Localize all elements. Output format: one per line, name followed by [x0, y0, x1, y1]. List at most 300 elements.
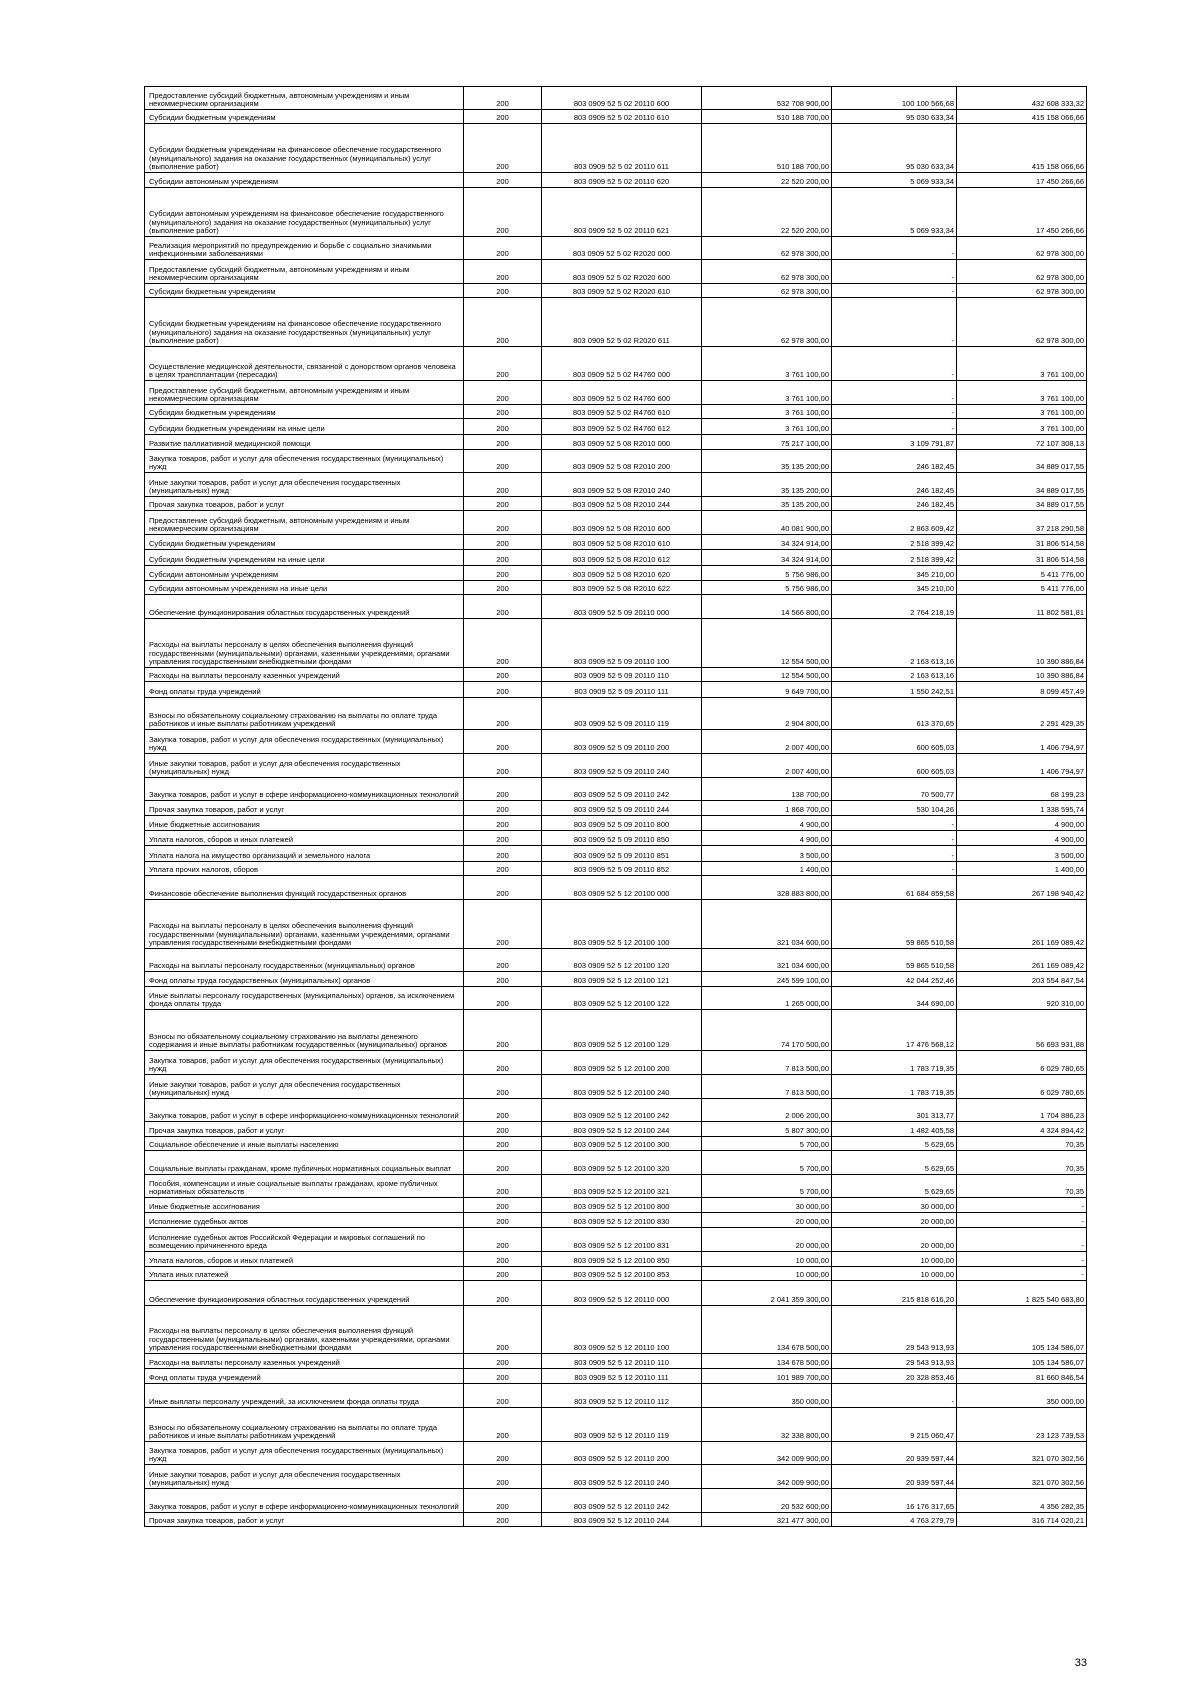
row-approved-amount: 12 554 500,00 [702, 619, 832, 668]
row-name: Закупка товаров, работ и услуг для обеспечения государственных (муниципальных) нужд [145, 1051, 464, 1075]
row-line-code: 200 [464, 237, 542, 260]
row-approved-amount: 4 900,00 [702, 831, 832, 846]
row-approved-amount: 3 761 100,00 [702, 419, 832, 435]
row-line-code: 200 [464, 862, 542, 876]
row-name: Взносы по обязательному социальному страхованию на выплаты по оплате труда работников и иные выплаты работникам учреждений [145, 698, 464, 730]
row-name: Социальное обеспечение и иные выплаты населению [145, 1137, 464, 1151]
row-executed-amount: 17 476 568,12 [832, 1010, 957, 1051]
row-budget-code: 803 0909 52 5 09 20110 852 [542, 862, 702, 876]
row-executed-amount: 345 210,00 [832, 566, 957, 581]
row-executed-amount: 1 783 719,35 [832, 1051, 957, 1075]
row-unexecuted-amount: 8 099 457,49 [957, 682, 1087, 698]
row-name: Закупка товаров, работ и услуг для обеспечения государственных (муниципальных) нужд [145, 730, 464, 754]
table-row [145, 87, 1087, 110]
row-approved-amount: 20 000,00 [702, 1228, 832, 1252]
row-executed-amount: 246 182,45 [832, 450, 957, 473]
table-row [145, 110, 1087, 124]
row-name: Обеспечение функционирования областных государственных учреждений [145, 1281, 464, 1306]
row-budget-code: 803 0909 52 5 08 R2010 620 [542, 566, 702, 581]
row-approved-amount: 321 477 300,00 [702, 1513, 832, 1527]
row-unexecuted-amount: 105 134 586,07 [957, 1354, 1087, 1369]
table-row [145, 473, 1087, 497]
row-unexecuted-amount: 34 889 017,55 [957, 473, 1087, 497]
row-unexecuted-amount: - [957, 1252, 1087, 1267]
row-name: Уплата налогов, сборов и иных платежей [145, 831, 464, 846]
table-row [145, 450, 1087, 473]
row-unexecuted-amount: 432 608 333,32 [957, 87, 1087, 110]
table-row [145, 1408, 1087, 1442]
row-budget-code: 803 0909 52 5 02 20110 621 [542, 188, 702, 237]
row-name: Субсидии бюджетным учреждениям [145, 405, 464, 419]
row-approved-amount: 7 813 500,00 [702, 1075, 832, 1099]
row-name: Расходы на выплаты персоналу казенных учреждений [145, 668, 464, 682]
table-row [145, 1099, 1087, 1122]
row-approved-amount: 22 520 200,00 [702, 173, 832, 188]
row-line-code: 200 [464, 1513, 542, 1527]
row-approved-amount: 62 978 300,00 [702, 260, 832, 284]
table-row [145, 1213, 1087, 1228]
row-line-code: 200 [464, 972, 542, 987]
row-name: Уплата прочих налогов, сборов [145, 862, 464, 876]
row-line-code: 200 [464, 1075, 542, 1099]
row-budget-code: 803 0909 52 5 08 R2010 240 [542, 473, 702, 497]
row-line-code: 200 [464, 1267, 542, 1281]
table-row [145, 595, 1087, 619]
row-name: Иные закупки товаров, работ и услуг для обеспечения государственных (муниципальных) нужд [145, 473, 464, 497]
row-name: Закупка товаров, работ и услуг для обеспечения государственных (муниципальных) нужд [145, 450, 464, 473]
row-budget-code: 803 0909 52 5 12 20100 300 [542, 1137, 702, 1151]
table-row [145, 1281, 1087, 1306]
table-row [145, 237, 1087, 260]
row-line-code: 200 [464, 347, 542, 381]
row-approved-amount: 5 807 300,00 [702, 1122, 832, 1137]
row-approved-amount: 5 700,00 [702, 1175, 832, 1198]
table-row [145, 1354, 1087, 1369]
row-line-code: 200 [464, 987, 542, 1010]
row-executed-amount: 10 000,00 [832, 1252, 957, 1267]
row-executed-amount: - [832, 1384, 957, 1408]
row-approved-amount: 328 883 800,00 [702, 876, 832, 900]
row-executed-amount: 30 000,00 [832, 1198, 957, 1213]
row-approved-amount: 3 761 100,00 [702, 347, 832, 381]
row-unexecuted-amount: 3 761 100,00 [957, 347, 1087, 381]
table-row [145, 188, 1087, 237]
row-executed-amount: 29 543 913,93 [832, 1354, 957, 1369]
row-budget-code: 803 0909 52 5 02 20110 620 [542, 173, 702, 188]
row-unexecuted-amount: 321 070 302,56 [957, 1465, 1087, 1489]
row-line-code: 200 [464, 595, 542, 619]
row-approved-amount: 10 000,00 [702, 1252, 832, 1267]
row-budget-code: 803 0909 52 5 12 20100 850 [542, 1252, 702, 1267]
row-line-code: 200 [464, 298, 542, 347]
row-name: Субсидии бюджетным учреждениям на финансовое обеспечение государственного (муниципального) задания на оказание государственных (муниципальных) услуг (выполнение работ) [145, 298, 464, 347]
row-executed-amount: - [832, 260, 957, 284]
row-approved-amount: 35 135 200,00 [702, 497, 832, 511]
row-line-code: 200 [464, 1151, 542, 1175]
table-row [145, 284, 1087, 298]
table-row [145, 778, 1087, 801]
table-row [145, 1175, 1087, 1198]
row-name: Расходы на выплаты персоналу государственных (муниципальных) органов [145, 949, 464, 972]
table-row [145, 816, 1087, 831]
row-line-code: 200 [464, 1408, 542, 1442]
row-line-code: 200 [464, 419, 542, 435]
row-name: Субсидии бюджетным учреждениям на иные цели [145, 550, 464, 566]
row-unexecuted-amount: 81 660 846,54 [957, 1369, 1087, 1384]
table-row [145, 698, 1087, 730]
row-name: Субсидии автономным учреждениям на финансовое обеспечение государственного (муниципального) задания на оказание государственных (муниципальных) услуг (выполнение работ) [145, 188, 464, 237]
row-executed-amount: - [832, 831, 957, 846]
row-budget-code: 803 0909 52 5 09 20110 244 [542, 801, 702, 816]
row-approved-amount: 1 400,00 [702, 862, 832, 876]
row-unexecuted-amount: 5 411 776,00 [957, 566, 1087, 581]
table-row [145, 730, 1087, 754]
table-row [145, 381, 1087, 405]
row-unexecuted-amount: - [957, 1228, 1087, 1252]
row-executed-amount: 20 939 597,44 [832, 1465, 957, 1489]
row-budget-code: 803 0909 52 5 12 20110 112 [542, 1384, 702, 1408]
row-line-code: 200 [464, 405, 542, 419]
row-approved-amount: 2 006 200,00 [702, 1099, 832, 1122]
row-approved-amount: 134 678 500,00 [702, 1354, 832, 1369]
row-line-code: 200 [464, 124, 542, 173]
row-executed-amount: - [832, 816, 957, 831]
table-row [145, 1369, 1087, 1384]
row-line-code: 200 [464, 1252, 542, 1267]
row-line-code: 200 [464, 1281, 542, 1306]
row-line-code: 200 [464, 778, 542, 801]
row-budget-code: 803 0909 52 5 02 R2020 611 [542, 298, 702, 347]
row-budget-code: 803 0909 52 5 12 20110 000 [542, 1281, 702, 1306]
row-name: Субсидии бюджетным учреждениям [145, 284, 464, 298]
row-unexecuted-amount: 56 693 931,88 [957, 1010, 1087, 1051]
row-budget-code: 803 0909 52 5 12 20100 244 [542, 1122, 702, 1137]
row-approved-amount: 138 700,00 [702, 778, 832, 801]
row-budget-code: 803 0909 52 5 12 20110 119 [542, 1408, 702, 1442]
row-executed-amount: - [832, 381, 957, 405]
row-line-code: 200 [464, 1137, 542, 1151]
row-budget-code: 803 0909 52 5 08 R2010 244 [542, 497, 702, 511]
row-approved-amount: 2 007 400,00 [702, 754, 832, 778]
row-budget-code: 803 0909 52 5 12 20100 320 [542, 1151, 702, 1175]
row-executed-amount: 2 163 613,16 [832, 619, 957, 668]
row-name: Прочая закупка товаров, работ и услуг [145, 497, 464, 511]
row-name: Расходы на выплаты персоналу казенных учреждений [145, 1354, 464, 1369]
row-unexecuted-amount: 1 825 540 683,80 [957, 1281, 1087, 1306]
row-approved-amount: 5 700,00 [702, 1137, 832, 1151]
row-budget-code: 803 0909 52 5 12 20110 110 [542, 1354, 702, 1369]
row-name: Обеспечение функционирования областных государственных учреждений [145, 595, 464, 619]
row-unexecuted-amount: 17 450 266,66 [957, 173, 1087, 188]
row-approved-amount: 10 000,00 [702, 1267, 832, 1281]
row-unexecuted-amount: 70,35 [957, 1137, 1087, 1151]
row-executed-amount: - [832, 862, 957, 876]
row-budget-code: 803 0909 52 5 02 R2020 610 [542, 284, 702, 298]
row-budget-code: 803 0909 52 5 09 20110 242 [542, 778, 702, 801]
table-row [145, 260, 1087, 284]
row-line-code: 200 [464, 473, 542, 497]
row-budget-code: 803 0909 52 5 09 20110 000 [542, 595, 702, 619]
row-executed-amount: 16 176 317,65 [832, 1489, 957, 1513]
row-name: Уплата иных платежей [145, 1267, 464, 1281]
table-row [145, 1465, 1087, 1489]
table-row [145, 846, 1087, 862]
row-line-code: 200 [464, 1354, 542, 1369]
table-row [145, 1489, 1087, 1513]
row-name: Взносы по обязательному социальному страхованию на выплаты денежного содержания и иные выплаты работникам государственных (муниципальных) органов [145, 1010, 464, 1051]
row-unexecuted-amount: 415 158 066,66 [957, 124, 1087, 173]
budget-execution-table [144, 86, 1087, 1527]
row-executed-amount: 59 865 510,58 [832, 949, 957, 972]
row-budget-code: 803 0909 52 5 12 20100 000 [542, 876, 702, 900]
row-line-code: 200 [464, 110, 542, 124]
row-approved-amount: 34 324 914,00 [702, 535, 832, 550]
row-budget-code: 803 0909 52 5 02 20110 610 [542, 110, 702, 124]
row-approved-amount: 74 170 500,00 [702, 1010, 832, 1051]
row-executed-amount: 10 000,00 [832, 1267, 957, 1281]
row-unexecuted-amount: 11 802 581,81 [957, 595, 1087, 619]
row-executed-amount: 42 044 252,46 [832, 972, 957, 987]
row-unexecuted-amount: 1 704 886,23 [957, 1099, 1087, 1122]
row-budget-code: 803 0909 52 5 12 20100 853 [542, 1267, 702, 1281]
row-executed-amount: 5 069 933,34 [832, 173, 957, 188]
row-budget-code: 803 0909 52 5 12 20110 111 [542, 1369, 702, 1384]
row-unexecuted-amount: 34 889 017,55 [957, 497, 1087, 511]
row-line-code: 200 [464, 566, 542, 581]
row-budget-code: 803 0909 52 5 02 R4760 610 [542, 405, 702, 419]
table-row [145, 1051, 1087, 1075]
table-row [145, 1252, 1087, 1267]
row-unexecuted-amount: 1 406 794,97 [957, 754, 1087, 778]
row-name: Закупка товаров, работ и услуг в сфере информационно-коммуникационных технологий [145, 778, 464, 801]
row-name: Социальные выплаты гражданам, кроме публичных нормативных социальных выплат [145, 1151, 464, 1175]
row-unexecuted-amount: 415 158 066,66 [957, 110, 1087, 124]
table-row [145, 581, 1087, 595]
row-approved-amount: 3 761 100,00 [702, 381, 832, 405]
row-approved-amount: 5 756 986,00 [702, 566, 832, 581]
table-row [145, 435, 1087, 450]
row-unexecuted-amount: 31 806 514,58 [957, 535, 1087, 550]
row-approved-amount: 35 135 200,00 [702, 473, 832, 497]
row-budget-code: 803 0909 52 5 09 20110 119 [542, 698, 702, 730]
row-unexecuted-amount: 920 310,00 [957, 987, 1087, 1010]
row-line-code: 200 [464, 876, 542, 900]
table-row [145, 1151, 1087, 1175]
row-unexecuted-amount: 70,35 [957, 1175, 1087, 1198]
row-budget-code: 803 0909 52 5 12 20100 122 [542, 987, 702, 1010]
row-name: Иные закупки товаров, работ и услуг для обеспечения государственных (муниципальных) нужд [145, 1465, 464, 1489]
row-approved-amount: 1 265 000,00 [702, 987, 832, 1010]
row-name: Прочая закупка товаров, работ и услуг [145, 1122, 464, 1137]
table-row [145, 1384, 1087, 1408]
table-row [145, 124, 1087, 173]
table-row [145, 511, 1087, 535]
row-budget-code: 803 0909 52 5 02 R2020 600 [542, 260, 702, 284]
row-name: Финансовое обеспечение выполнения функций государственных органов [145, 876, 464, 900]
row-unexecuted-amount: - [957, 1267, 1087, 1281]
row-name: Предоставление субсидий бюджетным, автономным учреждениям и иным некоммерческим организациям [145, 381, 464, 405]
row-budget-code: 803 0909 52 5 08 R2010 612 [542, 550, 702, 566]
row-line-code: 200 [464, 682, 542, 698]
row-line-code: 200 [464, 1228, 542, 1252]
row-name: Расходы на выплаты персоналу в целях обеспечения выполнения функций государственными (муниципальными) органами, казенными учреждениями, органами управления государственными внебюджетными фондами [145, 619, 464, 668]
row-executed-amount: - [832, 405, 957, 419]
table-row [145, 1198, 1087, 1213]
row-budget-code: 803 0909 52 5 02 R4760 000 [542, 347, 702, 381]
table-row [145, 987, 1087, 1010]
row-budget-code: 803 0909 52 5 12 20110 244 [542, 1513, 702, 1527]
row-unexecuted-amount: 3 761 100,00 [957, 419, 1087, 435]
row-unexecuted-amount: 6 029 780,65 [957, 1075, 1087, 1099]
row-executed-amount: 20 939 597,44 [832, 1442, 957, 1465]
row-executed-amount: - [832, 419, 957, 435]
row-budget-code: 803 0909 52 5 09 20110 110 [542, 668, 702, 682]
table-row [145, 668, 1087, 682]
row-budget-code: 803 0909 52 5 08 R2010 000 [542, 435, 702, 450]
row-approved-amount: 350 000,00 [702, 1384, 832, 1408]
row-budget-code: 803 0909 52 5 08 R2010 622 [542, 581, 702, 595]
row-budget-code: 803 0909 52 5 09 20110 100 [542, 619, 702, 668]
table-row [145, 949, 1087, 972]
row-name: Исполнение судебных актов Российской Федерации и мировых соглашений по возмещению причиненного вреда [145, 1228, 464, 1252]
row-budget-code: 803 0909 52 5 08 R2010 600 [542, 511, 702, 535]
row-line-code: 200 [464, 1122, 542, 1137]
table-row [145, 1010, 1087, 1051]
row-unexecuted-amount: 261 169 089,42 [957, 949, 1087, 972]
row-approved-amount: 5 700,00 [702, 1151, 832, 1175]
row-line-code: 200 [464, 188, 542, 237]
row-budget-code: 803 0909 52 5 02 R4760 600 [542, 381, 702, 405]
row-executed-amount: 95 030 633,34 [832, 124, 957, 173]
row-line-code: 200 [464, 949, 542, 972]
row-approved-amount: 3 500,00 [702, 846, 832, 862]
row-budget-code: 803 0909 52 5 12 20100 800 [542, 1198, 702, 1213]
row-name: Субсидии бюджетным учреждениям [145, 110, 464, 124]
row-executed-amount: 70 500,77 [832, 778, 957, 801]
table-body [145, 87, 1087, 1527]
row-name: Субсидии автономным учреждениям [145, 566, 464, 581]
row-name: Субсидии автономным учреждениям [145, 173, 464, 188]
row-line-code: 200 [464, 87, 542, 110]
row-unexecuted-amount: 203 554 847,54 [957, 972, 1087, 987]
row-executed-amount: 100 100 566,68 [832, 87, 957, 110]
row-unexecuted-amount: 5 411 776,00 [957, 581, 1087, 595]
row-approved-amount: 532 708 900,00 [702, 87, 832, 110]
row-name: Уплата налогов, сборов и иных платежей [145, 1252, 464, 1267]
row-unexecuted-amount: 62 978 300,00 [957, 298, 1087, 347]
row-budget-code: 803 0909 52 5 09 20110 240 [542, 754, 702, 778]
row-approved-amount: 62 978 300,00 [702, 284, 832, 298]
row-line-code: 200 [464, 831, 542, 846]
row-executed-amount: 345 210,00 [832, 581, 957, 595]
row-unexecuted-amount: 267 198 940,42 [957, 876, 1087, 900]
table-row [145, 1075, 1087, 1099]
row-line-code: 200 [464, 1384, 542, 1408]
row-executed-amount: 2 518 399,42 [832, 550, 957, 566]
row-name: Уплата налога на имущество организаций и земельного налога [145, 846, 464, 862]
row-budget-code: 803 0909 52 5 02 20110 600 [542, 87, 702, 110]
row-unexecuted-amount: 70,35 [957, 1151, 1087, 1175]
row-budget-code: 803 0909 52 5 12 20100 129 [542, 1010, 702, 1051]
row-line-code: 200 [464, 754, 542, 778]
row-executed-amount: 600 605,03 [832, 730, 957, 754]
row-line-code: 200 [464, 698, 542, 730]
row-name: Развитие паллиативной медицинской помощи [145, 435, 464, 450]
row-line-code: 200 [464, 284, 542, 298]
row-approved-amount: 510 188 700,00 [702, 124, 832, 173]
row-unexecuted-amount: 4 900,00 [957, 816, 1087, 831]
table-row [145, 298, 1087, 347]
row-budget-code: 803 0909 52 5 12 20110 240 [542, 1465, 702, 1489]
row-unexecuted-amount: 105 134 586,07 [957, 1306, 1087, 1354]
row-unexecuted-amount: 3 500,00 [957, 846, 1087, 862]
row-approved-amount: 20 000,00 [702, 1213, 832, 1228]
row-name: Закупка товаров, работ и услуг в сфере информационно-коммуникационных технологий [145, 1099, 464, 1122]
row-name: Субсидии бюджетным учреждениям на иные цели [145, 419, 464, 435]
row-name: Предоставление субсидий бюджетным, автономным учреждениям и иным некоммерческим организациям [145, 511, 464, 535]
row-executed-amount: 20 000,00 [832, 1228, 957, 1252]
row-executed-amount: 2 163 613,16 [832, 668, 957, 682]
row-approved-amount: 75 217 100,00 [702, 435, 832, 450]
row-name: Расходы на выплаты персоналу в целях обеспечения выполнения функций государственными (муниципальными) органами, казенными учреждениями, органами управления государственными внебюджетными фондами [145, 1306, 464, 1354]
row-approved-amount: 62 978 300,00 [702, 237, 832, 260]
row-executed-amount: 1 482 405,58 [832, 1122, 957, 1137]
row-approved-amount: 134 678 500,00 [702, 1306, 832, 1354]
row-line-code: 200 [464, 1465, 542, 1489]
row-line-code: 200 [464, 1306, 542, 1354]
table-row [145, 754, 1087, 778]
row-approved-amount: 101 989 700,00 [702, 1369, 832, 1384]
row-name: Иные выплаты персоналу учреждений, за исключением фонда оплаты труда [145, 1384, 464, 1408]
row-executed-amount: 600 605,03 [832, 754, 957, 778]
row-line-code: 200 [464, 816, 542, 831]
row-name: Фонд оплаты труда учреждений [145, 1369, 464, 1384]
row-budget-code: 803 0909 52 5 09 20110 111 [542, 682, 702, 698]
row-budget-code: 803 0909 52 5 12 20110 200 [542, 1442, 702, 1465]
row-unexecuted-amount: 62 978 300,00 [957, 284, 1087, 298]
table-row [145, 972, 1087, 987]
row-name: Осуществление медицинской деятельности, связанной с донорством органов человека в целях трансплантации (пересадки) [145, 347, 464, 381]
row-unexecuted-amount: 1 400,00 [957, 862, 1087, 876]
row-executed-amount: 215 818 616,20 [832, 1281, 957, 1306]
row-approved-amount: 342 009 900,00 [702, 1442, 832, 1465]
row-executed-amount: 3 109 791,87 [832, 435, 957, 450]
row-unexecuted-amount: 31 806 514,58 [957, 550, 1087, 566]
table-row [145, 1122, 1087, 1137]
table-row [145, 1267, 1087, 1281]
table-row [145, 1442, 1087, 1465]
row-approved-amount: 4 900,00 [702, 816, 832, 831]
row-approved-amount: 510 188 700,00 [702, 110, 832, 124]
row-unexecuted-amount: 10 390 886,84 [957, 619, 1087, 668]
row-line-code: 200 [464, 1051, 542, 1075]
row-budget-code: 803 0909 52 5 12 20100 100 [542, 900, 702, 949]
row-line-code: 200 [464, 260, 542, 284]
row-approved-amount: 40 081 900,00 [702, 511, 832, 535]
row-approved-amount: 14 566 800,00 [702, 595, 832, 619]
table-row [145, 173, 1087, 188]
row-line-code: 200 [464, 1442, 542, 1465]
row-approved-amount: 32 338 800,00 [702, 1408, 832, 1442]
row-approved-amount: 321 034 600,00 [702, 900, 832, 949]
row-unexecuted-amount: 3 761 100,00 [957, 405, 1087, 419]
row-budget-code: 803 0909 52 5 09 20110 851 [542, 846, 702, 862]
row-name: Иные бюджетные ассигнования [145, 1198, 464, 1213]
table-row [145, 801, 1087, 816]
row-line-code: 200 [464, 1010, 542, 1051]
row-unexecuted-amount: 6 029 780,65 [957, 1051, 1087, 1075]
row-executed-amount: 5 629,65 [832, 1151, 957, 1175]
